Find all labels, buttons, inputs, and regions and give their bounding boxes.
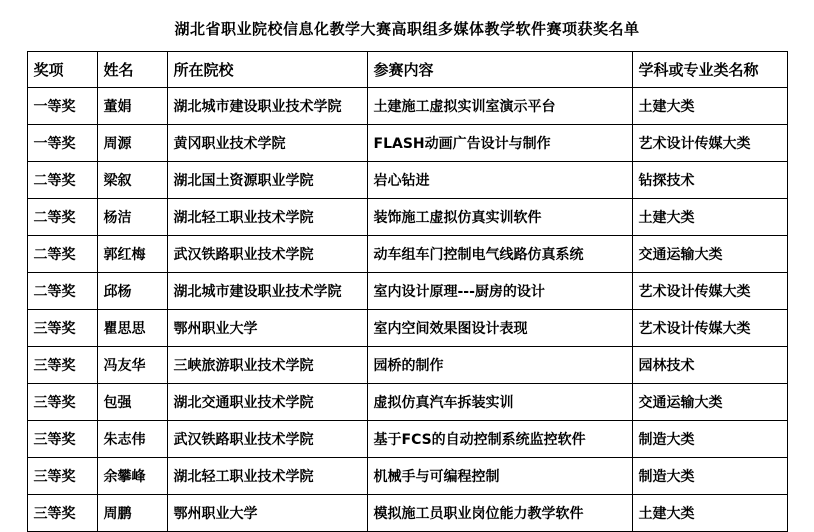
cell-award: 三等奖 bbox=[27, 347, 97, 384]
cell-category: 土建大类 bbox=[632, 495, 787, 532]
cell-name: 郭红梅 bbox=[97, 236, 167, 273]
cell-category: 交通运输大类 bbox=[632, 384, 787, 421]
table-row bbox=[27, 458, 787, 495]
cell-award: 二等奖 bbox=[27, 199, 97, 236]
cell-school: 湖北城市建设职业技术学院 bbox=[167, 273, 367, 310]
cell-school: 湖北交通职业技术学院 bbox=[167, 384, 367, 421]
cell-category: 园林技术 bbox=[632, 347, 787, 384]
cell-entry: 机械手与可编程控制 bbox=[367, 458, 632, 495]
cell-name: 周鹏 bbox=[97, 495, 167, 532]
cell-school: 武汉铁路职业技术学院 bbox=[167, 421, 367, 458]
table-row bbox=[27, 125, 787, 162]
table-row bbox=[27, 236, 787, 273]
column-header-school: 所在院校 bbox=[167, 52, 367, 88]
table-row bbox=[27, 421, 787, 458]
cell-name: 瞿思思 bbox=[97, 310, 167, 347]
table-row bbox=[27, 310, 787, 347]
page-title: 湖北省职业院校信息化教学大赛高职组多媒体教学软件赛项获奖名单 bbox=[174, 20, 640, 38]
cell-school: 湖北轻工职业技术学院 bbox=[167, 199, 367, 236]
cell-name: 杨洁 bbox=[97, 199, 167, 236]
cell-category: 钻探技术 bbox=[632, 162, 787, 199]
cell-entry: 装饰施工虚拟仿真实训软件 bbox=[367, 199, 632, 236]
cell-category: 交通运输大类 bbox=[632, 236, 787, 273]
cell-award: 三等奖 bbox=[27, 384, 97, 421]
cell-award: 二等奖 bbox=[27, 162, 97, 199]
table-header bbox=[27, 52, 787, 88]
table-body bbox=[27, 88, 787, 532]
cell-category: 制造大类 bbox=[632, 421, 787, 458]
cell-school: 武汉铁路职业技术学院 bbox=[167, 236, 367, 273]
cell-entry: 虚拟仿真汽车拆装实训 bbox=[367, 384, 632, 421]
table-row bbox=[27, 384, 787, 421]
table-row bbox=[27, 162, 787, 199]
cell-name: 梁叙 bbox=[97, 162, 167, 199]
cell-name: 包强 bbox=[97, 384, 167, 421]
cell-name: 冯友华 bbox=[97, 347, 167, 384]
cell-name: 董娟 bbox=[97, 88, 167, 125]
table-row bbox=[27, 347, 787, 384]
table-row bbox=[27, 199, 787, 236]
column-header-name: 姓名 bbox=[97, 52, 167, 88]
cell-category: 制造大类 bbox=[632, 458, 787, 495]
column-header-award: 奖项 bbox=[27, 52, 97, 88]
cell-category: 艺术设计传媒大类 bbox=[632, 310, 787, 347]
cell-award: 三等奖 bbox=[27, 495, 97, 532]
cell-school: 鄂州职业大学 bbox=[167, 310, 367, 347]
cell-award: 一等奖 bbox=[27, 125, 97, 162]
cell-school: 黄冈职业技术学院 bbox=[167, 125, 367, 162]
cell-award: 三等奖 bbox=[27, 421, 97, 458]
cell-school: 鄂州职业大学 bbox=[167, 495, 367, 532]
cell-name: 邱杨 bbox=[97, 273, 167, 310]
cell-name: 朱志伟 bbox=[97, 421, 167, 458]
cell-entry: 基于FCS的自动控制系统监控软件 bbox=[367, 421, 632, 458]
cell-entry: 园桥的制作 bbox=[367, 347, 632, 384]
cell-award: 二等奖 bbox=[27, 273, 97, 310]
table-row bbox=[27, 88, 787, 125]
cell-name: 余攀峰 bbox=[97, 458, 167, 495]
cell-entry: 室内设计原理---厨房的设计 bbox=[367, 273, 632, 310]
cell-category: 土建大类 bbox=[632, 88, 787, 125]
award-list-table bbox=[27, 51, 788, 532]
cell-award: 二等奖 bbox=[27, 236, 97, 273]
cell-name: 周源 bbox=[97, 125, 167, 162]
cell-school: 湖北国土资源职业学院 bbox=[167, 162, 367, 199]
cell-entry: 室内空间效果图设计表现 bbox=[367, 310, 632, 347]
cell-category: 土建大类 bbox=[632, 199, 787, 236]
cell-entry: 土建施工虚拟实训室演示平台 bbox=[367, 88, 632, 125]
cell-category: 艺术设计传媒大类 bbox=[632, 125, 787, 162]
table-header-row bbox=[27, 52, 787, 88]
cell-entry: FLASH动画广告设计与制作 bbox=[367, 125, 632, 162]
cell-award: 一等奖 bbox=[27, 88, 97, 125]
cell-category: 艺术设计传媒大类 bbox=[632, 273, 787, 310]
cell-school: 湖北轻工职业技术学院 bbox=[167, 458, 367, 495]
column-header-entry: 参赛内容 bbox=[367, 52, 632, 88]
table-row bbox=[27, 495, 787, 532]
table-row bbox=[27, 273, 787, 310]
cell-award: 三等奖 bbox=[27, 458, 97, 495]
cell-school: 湖北城市建设职业技术学院 bbox=[167, 88, 367, 125]
cell-entry: 岩心钻进 bbox=[367, 162, 632, 199]
cell-entry: 模拟施工员职业岗位能力教学软件 bbox=[367, 495, 632, 532]
column-header-category: 学科或专业类名称 bbox=[632, 52, 787, 88]
cell-award: 三等奖 bbox=[27, 310, 97, 347]
cell-school: 三峡旅游职业技术学院 bbox=[167, 347, 367, 384]
cell-entry: 动车组车门控制电气线路仿真系统 bbox=[367, 236, 632, 273]
